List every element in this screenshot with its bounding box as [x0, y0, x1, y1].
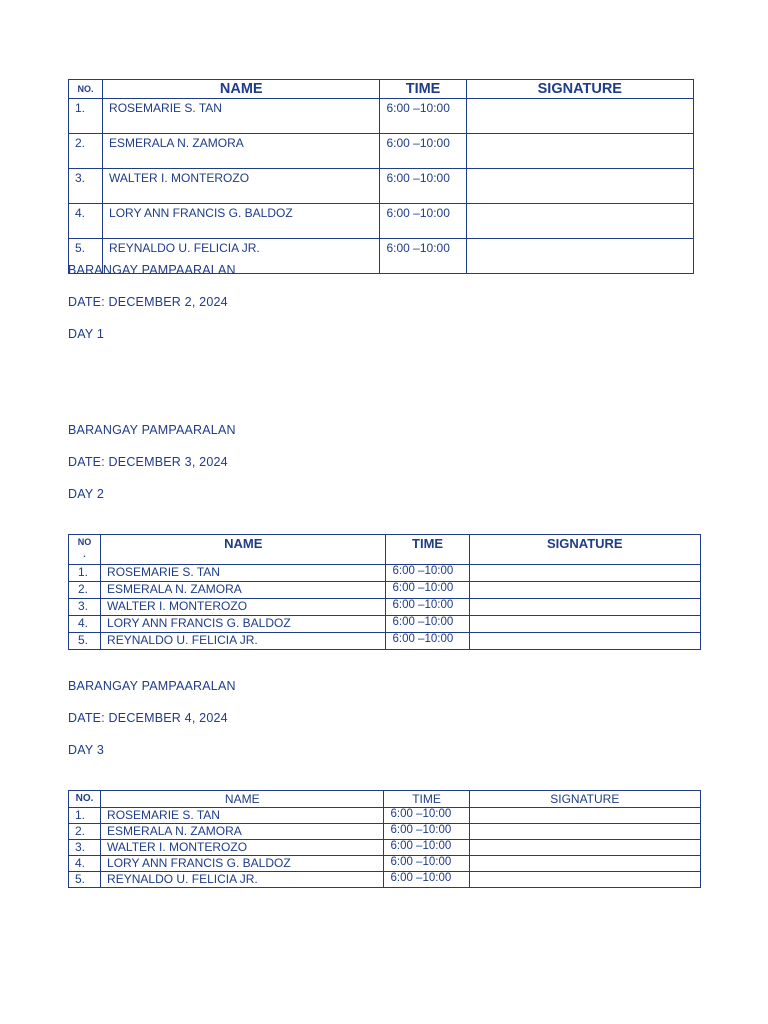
- table-row: [69, 856, 701, 872]
- table-header-row: [69, 80, 694, 99]
- day-label: DAY 2: [68, 487, 104, 501]
- header-name: NAME: [101, 535, 386, 565]
- table-row: [69, 808, 701, 824]
- date-label: DATE: DECEMBER 3, 2024: [68, 455, 228, 469]
- row-name: ESMERALA N. ZAMORA: [101, 582, 386, 599]
- row-time: 6:00 –10:00: [380, 169, 466, 204]
- header-no: NO.: [69, 791, 101, 808]
- date-label: DATE: DECEMBER 4, 2024: [68, 711, 228, 725]
- row-signature[interactable]: [469, 582, 700, 599]
- row-name: WALTER I. MONTEROZO: [101, 840, 384, 856]
- day-label: DAY 1: [68, 327, 104, 341]
- table-row: [69, 565, 701, 582]
- row-time: 6:00 –10:00: [380, 134, 466, 169]
- row-name: ESMERALA N. ZAMORA: [101, 824, 384, 840]
- row-signature[interactable]: [466, 239, 693, 274]
- row-name: LORY ANN FRANCIS G. BALDOZ: [103, 204, 380, 239]
- row-time: 6:00 –10:00: [386, 616, 469, 633]
- row-signature[interactable]: [466, 204, 693, 239]
- table-row: [69, 582, 701, 599]
- attendance-table-day-3: [68, 790, 701, 888]
- header-name: NAME: [101, 791, 384, 808]
- header-time: TIME: [386, 535, 469, 565]
- row-time: 6:00 –10:00: [384, 872, 469, 888]
- row-name: REYNALDO U. FELICIA JR.: [101, 633, 386, 650]
- row-signature[interactable]: [466, 134, 693, 169]
- row-no: 4.: [69, 204, 103, 239]
- header-no: NO.: [69, 80, 103, 99]
- barangay-label: BARANGAY PAMPAARALAN: [68, 423, 236, 437]
- row-signature[interactable]: [469, 872, 700, 888]
- row-name: REYNALDO U. FELICIA JR.: [103, 239, 380, 274]
- table-row: [69, 204, 694, 239]
- table-row: [69, 824, 701, 840]
- row-no: 1.: [69, 99, 103, 134]
- row-no: 5.: [69, 239, 103, 274]
- row-name: WALTER I. MONTEROZO: [101, 599, 386, 616]
- table-row: [69, 169, 694, 204]
- attendance-table-day-2: [68, 534, 701, 650]
- header-signature: SIGNATURE: [469, 535, 700, 565]
- row-name: REYNALDO U. FELICIA JR.: [101, 872, 384, 888]
- row-signature[interactable]: [469, 856, 700, 872]
- header-signature: SIGNATURE: [469, 791, 700, 808]
- row-time: 6:00 –10:00: [380, 204, 466, 239]
- row-time: 6:00 –10:00: [380, 99, 466, 134]
- header-time: TIME: [380, 80, 466, 99]
- row-no: 3.: [69, 169, 103, 204]
- row-no: 2.: [69, 582, 101, 599]
- row-time: 6:00 –10:00: [386, 599, 469, 616]
- row-no: 1.: [69, 808, 101, 824]
- table-row: [69, 599, 701, 616]
- row-signature[interactable]: [466, 99, 693, 134]
- table-header-row: [69, 791, 701, 808]
- table-row: [69, 840, 701, 856]
- table-row: [69, 633, 701, 650]
- date-label: DATE: DECEMBER 2, 2024: [68, 295, 228, 309]
- row-name: ROSEMARIE S. TAN: [101, 808, 384, 824]
- row-no: 5.: [69, 872, 101, 888]
- header-no-top: NO: [77, 537, 92, 547]
- row-time: 6:00 –10:00: [384, 856, 469, 872]
- header-no: [69, 535, 101, 565]
- row-no: 5.: [69, 633, 101, 650]
- row-time: 6:00 –10:00: [380, 239, 466, 274]
- row-name: WALTER I. MONTEROZO: [103, 169, 380, 204]
- header-no-bottom: .: [83, 549, 86, 559]
- row-name: ROSEMARIE S. TAN: [103, 99, 380, 134]
- row-name: LORY ANN FRANCIS G. BALDOZ: [101, 856, 384, 872]
- row-no: 4.: [69, 856, 101, 872]
- row-signature[interactable]: [469, 808, 700, 824]
- row-no: 2.: [69, 824, 101, 840]
- table-row: [69, 99, 694, 134]
- row-time: 6:00 –10:00: [384, 824, 469, 840]
- row-name: LORY ANN FRANCIS G. BALDOZ: [101, 616, 386, 633]
- row-signature[interactable]: [469, 633, 700, 650]
- row-signature[interactable]: [469, 565, 700, 582]
- row-time: 6:00 –10:00: [386, 633, 469, 650]
- header-signature: SIGNATURE: [466, 80, 693, 99]
- barangay-label: BARANGAY PAMPAARALAN: [68, 679, 236, 693]
- table-row: [69, 134, 694, 169]
- row-signature[interactable]: [469, 599, 700, 616]
- row-name: ROSEMARIE S. TAN: [101, 565, 386, 582]
- row-time: 6:00 –10:00: [384, 808, 469, 824]
- row-signature[interactable]: [469, 616, 700, 633]
- barangay-label: BARANGAY PAMPAARALAN: [68, 263, 236, 277]
- row-no: 2.: [69, 134, 103, 169]
- row-signature[interactable]: [469, 840, 700, 856]
- table-row: [69, 616, 701, 633]
- row-time: 6:00 –10:00: [386, 565, 469, 582]
- row-no: 3.: [69, 599, 101, 616]
- header-name: NAME: [103, 80, 380, 99]
- attendance-table-day-1: [68, 79, 694, 274]
- row-time: 6:00 –10:00: [384, 840, 469, 856]
- header-time: TIME: [384, 791, 469, 808]
- table-row: [69, 872, 701, 888]
- row-name: ESMERALA N. ZAMORA: [103, 134, 380, 169]
- row-time: 6:00 –10:00: [386, 582, 469, 599]
- row-no: 1.: [69, 565, 101, 582]
- row-signature[interactable]: [469, 824, 700, 840]
- row-signature[interactable]: [466, 169, 693, 204]
- row-no: 4.: [69, 616, 101, 633]
- row-no: 3.: [69, 840, 101, 856]
- day-label: DAY 3: [68, 743, 104, 757]
- table-header-row: [69, 535, 701, 565]
